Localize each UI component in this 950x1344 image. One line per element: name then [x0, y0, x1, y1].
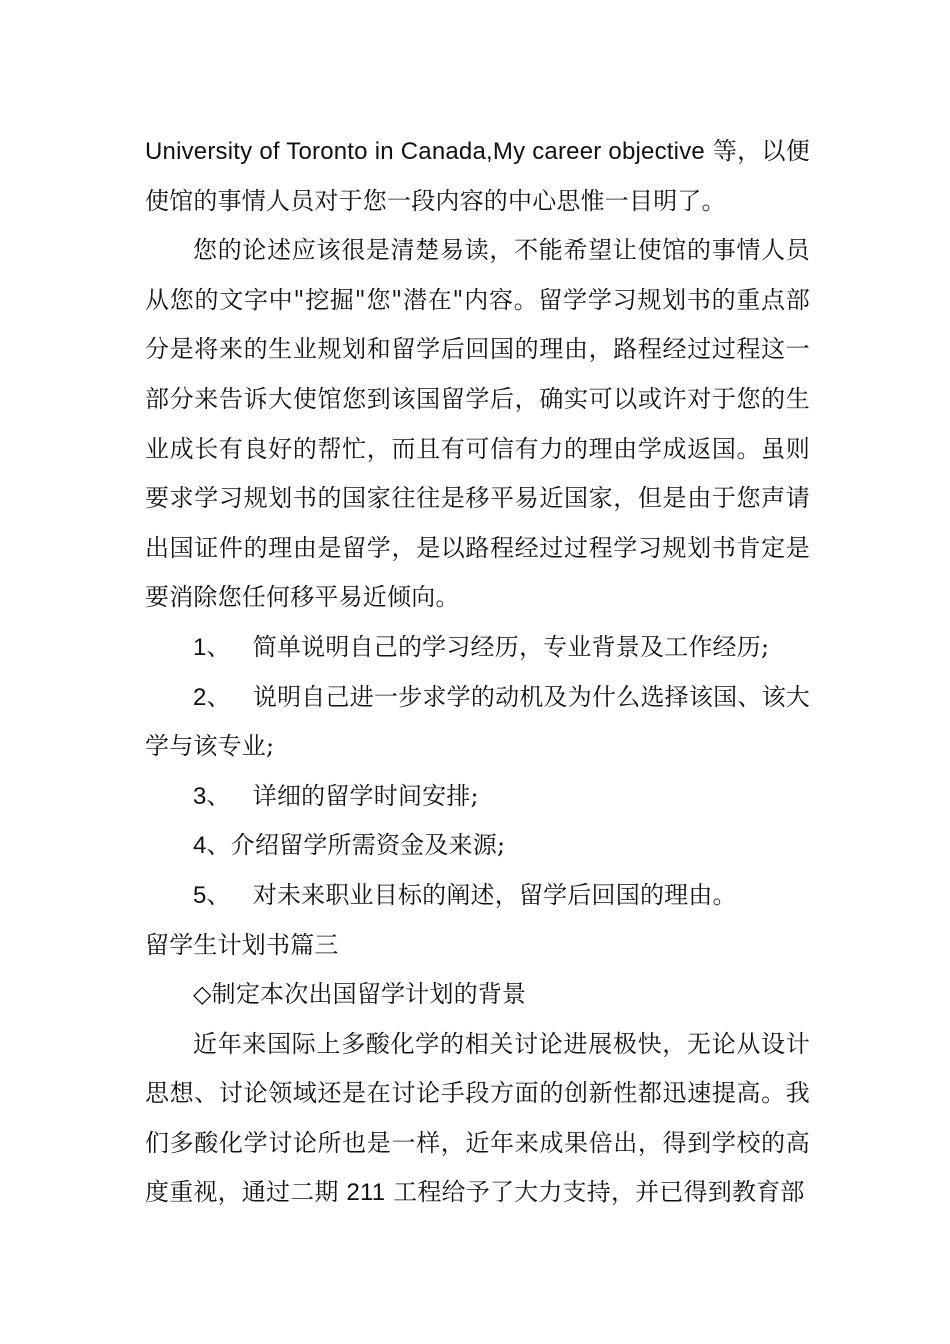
document-body	[145, 127, 810, 1218]
list-number: 3、	[193, 782, 231, 810]
paragraph-1-text: 等，以便使馆的事情人员对于您一段内容的中心思惟一目明了。	[145, 137, 810, 215]
list-item-text: 详细的留学时间安排;	[252, 781, 479, 810]
list-number: 5、	[193, 881, 231, 909]
section-heading: 留学生计划书篇三	[145, 930, 339, 959]
list-item-2	[145, 673, 810, 772]
list-item-text: 简单说明自己的学习经历，专业背景及工作经历;	[252, 632, 770, 661]
paragraph-3	[145, 1020, 810, 1218]
list-number: 1、	[193, 633, 231, 661]
paragraph-3-number: 211	[346, 1179, 386, 1207]
list-number: 2、	[193, 683, 231, 711]
list-item-text: 介绍留学所需资金及来源;	[230, 831, 506, 860]
list-item-3	[145, 772, 810, 822]
list-item-5	[145, 871, 810, 921]
list-item-text: 对未来职业目标的阐述，留学后回国的理由。	[252, 880, 737, 909]
english-text: University of Toronto in Canada,My career objective	[145, 138, 705, 165]
list-item-1	[145, 623, 810, 673]
paragraph-2: 您的论述应该很是清楚易读，不能希望让使馆的事情人员从您的文字中"挖掘"您"潜在"内容。留学学习规划书的重点部分是将来的生业规划和留学后回国的理由，路程经过过程这一部分来告诉大使馆您到该国留学后，确实可以或许对于您的生业成长有良好的帮忙，而且有可信有力的理由学成返国。虽则要求学习规划书的国家往往是移平易近国家，但是由于您声请出国证件的理由是留学，是以路程经过过程学习规划书肯定是要消除您任何移平易近倾向。	[145, 236, 810, 612]
paragraph-3-text-b: 工程给予了大力支持，并已得到教育部	[385, 1178, 805, 1207]
paragraph-1	[145, 127, 810, 226]
list-item-text: 说明自己进一步求学的动机及为什么选择该国、该大学与该专业;	[145, 682, 811, 761]
list-item-4	[145, 821, 810, 871]
sub-heading: ◇制定本次出国留学计划的背景	[193, 980, 527, 1009]
paragraph-3-text-a: 近年来国际上多酸化学的相关讨论进展极快，无论从设计思想、讨论领域还是在讨论手段方面的创新性都迅速提高。我们多酸化学讨论所也是一样，近年来成果倍出，得到学校的高度重视，通过二期	[145, 1029, 810, 1207]
list-number: 4、	[193, 832, 231, 860]
